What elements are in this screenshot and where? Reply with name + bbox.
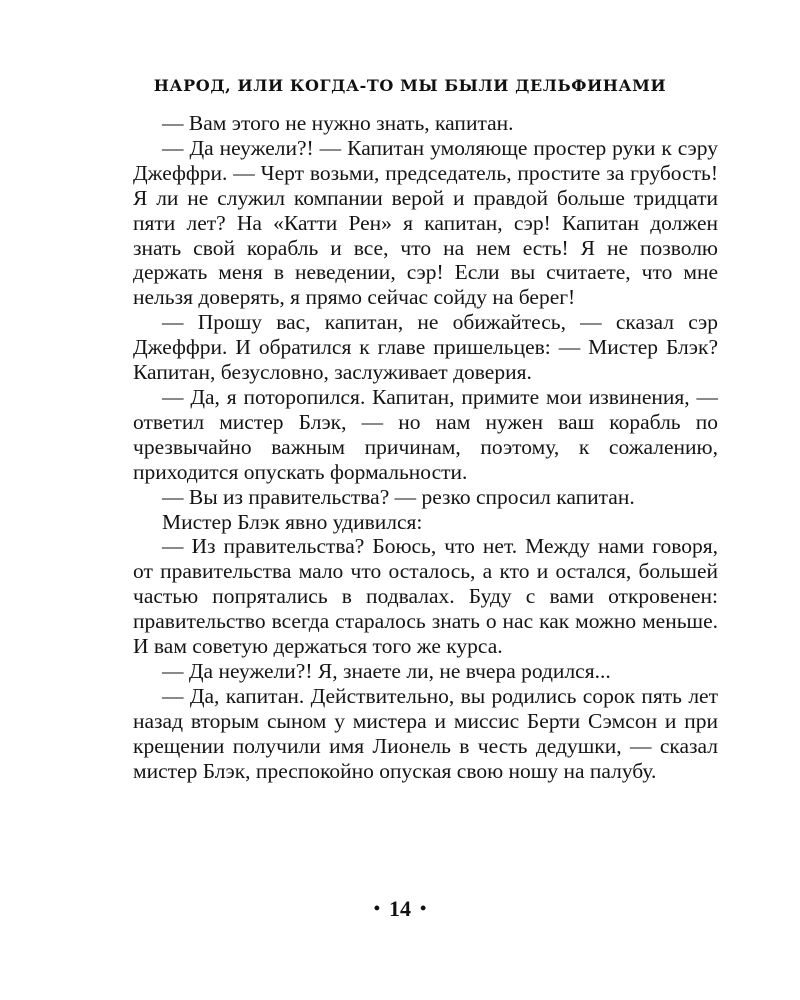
paragraph: — Вы из правительства? — резко спросил капитан. xyxy=(162,484,635,509)
bullet-ornament-right: • xyxy=(420,898,427,919)
page-number: 14 xyxy=(389,896,411,921)
paragraph: — Прошу вас, капитан, не обижайтесь, — сказал сэр Джеффри. И обратился к главе пришельцев: — Мистер Блэк? Капитан, безусловно, заслуживает доверия. xyxy=(133,310,718,385)
paragraph: Мистер Блэк явно удивился: xyxy=(162,509,423,534)
paragraph: — Да, я поторопился. Капитан, примите мои извинения, — ответил мистер Блэк, — но нам нужен ваш корабль по чрезвычайно важным причинам, поэтому, к сожалению, приходится опускать формальности. xyxy=(133,384,718,484)
paragraph: — Из правительства? Боюсь, что нет. Между нами говоря, от правительства мало что осталось, а кто и остался, большей частью попрятались в подвалах. Буду с вами откровенен: правительство всегда старалось знать о нас как можно меньше. И вам советую держаться того же курса. xyxy=(133,534,718,659)
paragraph: — Да неужели?! Я, знаете ли, не вчера родился... xyxy=(162,658,611,683)
paragraph: — Да неужели?! — Капитан умоляюще простер руки к сэру Джеффри. — Черт возьми, председатель, простите за грубость! Я ли не служил компании верой и правдой больше тридцати пяти лет? На «Катти Рен» я капитан, сэр! Капитан должен знать свой корабль и все, что на нем есть! Я не позволю держать меня в неведении, сэр! Если вы считаете, что мне нельзя доверять, я прямо сейчас сойду на берег! xyxy=(133,135,718,310)
page-footer xyxy=(0,896,800,922)
paragraph: — Да, капитан. Действительно, вы родились сорок пять лет назад вторым сыном у мистера и миссис Берти Сэмсон и при крещении получили имя Лионель в честь дедушки, — сказал мистер Блэк, преспокойно опуская свою ношу на палубу. xyxy=(133,683,718,783)
bullet-ornament-left: • xyxy=(373,898,380,919)
paragraph: — Вам этого не нужно знать, капитан. xyxy=(162,111,514,135)
body-text xyxy=(133,111,718,783)
running-head: НАРОД, ИЛИ КОГДА-ТО МЫ БЫЛИ ДЕЛЬФИНАМИ xyxy=(153,76,667,95)
